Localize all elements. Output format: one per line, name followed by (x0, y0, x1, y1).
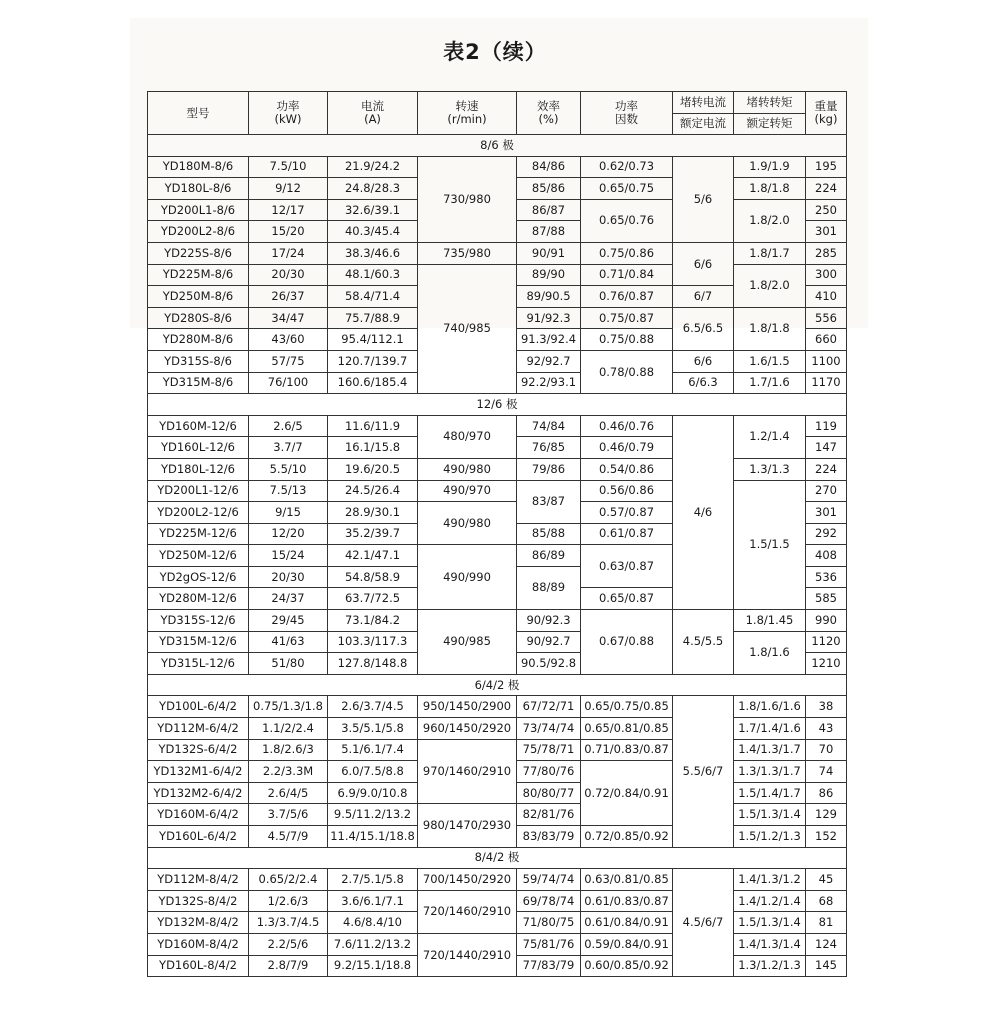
cell-model: YD280S-8/6 (148, 307, 249, 329)
cell-speed: 480/970 (418, 415, 517, 458)
cell-current: 40.3/45.4 (328, 221, 418, 243)
cell-w: 301 (806, 221, 847, 243)
cell-current: 35.2/39.7 (328, 523, 418, 545)
cell-pf: 0.63/0.81/0.85 (581, 869, 673, 891)
cell-pf: 0.72/0.85/0.92 (581, 826, 673, 848)
cell-eff: 87/88 (517, 221, 581, 243)
cell-speed: 490/985 (418, 610, 517, 675)
cell-speed: 730/980 (418, 156, 517, 242)
cell-pf: 0.76/0.87 (581, 286, 673, 308)
cell-current: 21.9/24.2 (328, 156, 418, 178)
cell-w: 70 (806, 739, 847, 761)
cell-eff: 69/78/74 (517, 890, 581, 912)
cell-speed: 490/980 (418, 502, 517, 545)
cell-power: 2.2/3.3M (249, 761, 328, 783)
cell-eff: 59/74/74 (517, 869, 581, 891)
cell-current: 7.6/11.2/13.2 (328, 933, 418, 955)
cell-tq: 1.4/1.3/1.7 (734, 739, 806, 761)
cell-pf: 0.67/0.88 (581, 610, 673, 675)
cell-w: 270 (806, 480, 847, 502)
table-row (148, 696, 847, 718)
cell-current: 38.3/46.6 (328, 242, 418, 264)
cell-eff: 86/87 (517, 199, 581, 221)
cell-tq: 1.5/1.5 (734, 480, 806, 610)
header-power: 功率 (kW) (249, 92, 328, 135)
cell-current: 63.7/72.5 (328, 588, 418, 610)
cell-w: 145 (806, 955, 847, 977)
cell-power: 2.2/5/6 (249, 933, 328, 955)
cell-ic: 5/6 (673, 156, 734, 242)
cell-tq: 1.8/2.0 (734, 199, 806, 242)
cell-model: YD132M2-6/4/2 (148, 782, 249, 804)
cell-w: 1100 (806, 350, 847, 372)
cell-current: 75.7/88.9 (328, 307, 418, 329)
cell-speed: 740/985 (418, 264, 517, 394)
header-current: 电流 (A) (328, 92, 418, 135)
cell-w: 285 (806, 242, 847, 264)
cell-eff: 90.5/92.8 (517, 653, 581, 675)
cell-current: 127.8/148.8 (328, 653, 418, 675)
cell-power: 51/80 (249, 653, 328, 675)
cell-power: 2.6/4/5 (249, 782, 328, 804)
cell-eff: 74/84 (517, 415, 581, 437)
cell-eff: 92/92.7 (517, 350, 581, 372)
cell-w: 224 (806, 178, 847, 200)
cell-model: YD132S-8/4/2 (148, 890, 249, 912)
cell-eff: 84/86 (517, 156, 581, 178)
cell-eff: 80/80/77 (517, 782, 581, 804)
cell-tq: 1.9/1.9 (734, 156, 806, 178)
cell-current: 73.1/84.2 (328, 610, 418, 632)
cell-w: 556 (806, 307, 847, 329)
cell-w: 45 (806, 869, 847, 891)
cell-model: YD112M-6/4/2 (148, 718, 249, 740)
cell-current: 58.4/71.4 (328, 286, 418, 308)
cell-eff: 76/85 (517, 437, 581, 459)
cell-model: YD112M-8/4/2 (148, 869, 249, 891)
cell-model: YD225M-8/6 (148, 264, 249, 286)
cell-speed: 700/1450/2920 (418, 869, 517, 891)
cell-eff: 83/83/79 (517, 826, 581, 848)
cell-eff: 75/78/71 (517, 739, 581, 761)
cell-w: 408 (806, 545, 847, 567)
cell-power: 4.5/7/9 (249, 826, 328, 848)
cell-current: 24.8/28.3 (328, 178, 418, 200)
cell-tq: 1.5/1.3/1.4 (734, 804, 806, 826)
cell-model: YD280M-12/6 (148, 588, 249, 610)
cell-tq: 1.2/1.4 (734, 415, 806, 458)
header-speed: 转速 (r/min) (418, 92, 517, 135)
cell-pf: 0.75/0.86 (581, 242, 673, 264)
cell-eff: 91/92.3 (517, 307, 581, 329)
cell-tq: 1.8/1.8 (734, 307, 806, 350)
cell-tq: 1.8/1.6/1.6 (734, 696, 806, 718)
cell-tq: 1.3/1.2/1.3 (734, 955, 806, 977)
header-model: 型号 (148, 92, 249, 135)
cell-ic: 6.5/6.5 (673, 307, 734, 350)
cell-model: YD200L1-8/6 (148, 199, 249, 221)
cell-model: YD315L-12/6 (148, 653, 249, 675)
cell-tq: 1.7/1.4/1.6 (734, 718, 806, 740)
table-row (148, 480, 847, 502)
motor-spec-table (147, 91, 847, 977)
cell-eff: 67/72/71 (517, 696, 581, 718)
cell-power: 1.3/3.7/4.5 (249, 912, 328, 934)
cell-power: 17/24 (249, 242, 328, 264)
cell-current: 160.6/185.4 (328, 372, 418, 394)
cell-tq: 1.8/1.7 (734, 242, 806, 264)
cell-power: 26/37 (249, 286, 328, 308)
cell-power: 20/30 (249, 566, 328, 588)
cell-model: YD132M1-6/4/2 (148, 761, 249, 783)
cell-model: YD160M-12/6 (148, 415, 249, 437)
cell-w: 585 (806, 588, 847, 610)
cell-current: 54.8/58.9 (328, 566, 418, 588)
cell-model: YD160M-6/4/2 (148, 804, 249, 826)
cell-current: 16.1/15.8 (328, 437, 418, 459)
cell-w: 195 (806, 156, 847, 178)
cell-tq: 1.4/1.3/1.2 (734, 869, 806, 891)
cell-current: 32.6/39.1 (328, 199, 418, 221)
cell-eff: 90/91 (517, 242, 581, 264)
cell-eff: 88/89 (517, 566, 581, 609)
cell-model: YD200L2-8/6 (148, 221, 249, 243)
cell-power: 20/30 (249, 264, 328, 286)
cell-power: 12/17 (249, 199, 328, 221)
cell-w: 129 (806, 804, 847, 826)
cell-current: 28.9/30.1 (328, 502, 418, 524)
cell-ic: 6/7 (673, 286, 734, 308)
table-row (148, 156, 847, 178)
cell-pf: 0.71/0.84 (581, 264, 673, 286)
table-row (148, 458, 847, 480)
cell-power: 41/63 (249, 631, 328, 653)
cell-model: YD200L2-12/6 (148, 502, 249, 524)
cell-power: 24/37 (249, 588, 328, 610)
cell-power: 9/12 (249, 178, 328, 200)
cell-model: YD160L-6/4/2 (148, 826, 249, 848)
cell-model: YD200L1-12/6 (148, 480, 249, 502)
cell-power: 34/47 (249, 307, 328, 329)
cell-w: 300 (806, 264, 847, 286)
section-header: 8/6 极 (148, 135, 847, 157)
section-header: 12/6 极 (148, 394, 847, 416)
cell-power: 9/15 (249, 502, 328, 524)
header-rated-torque: 额定转矩 (734, 113, 806, 135)
cell-power: 15/24 (249, 545, 328, 567)
cell-current: 3.6/6.1/7.1 (328, 890, 418, 912)
cell-eff: 89/90 (517, 264, 581, 286)
cell-pf: 0.60/0.85/0.92 (581, 955, 673, 977)
cell-model: YD160L-12/6 (148, 437, 249, 459)
cell-power: 1/2.6/3 (249, 890, 328, 912)
cell-eff: 85/86 (517, 178, 581, 200)
cell-pf: 0.59/0.84/0.91 (581, 933, 673, 955)
cell-current: 9.5/11.2/13.2 (328, 804, 418, 826)
cell-power: 12/20 (249, 523, 328, 545)
cell-current: 11.6/11.9 (328, 415, 418, 437)
cell-speed: 980/1470/2930 (418, 804, 517, 847)
cell-tq: 1.5/1.3/1.4 (734, 912, 806, 934)
cell-pf: 0.61/0.83/0.87 (581, 890, 673, 912)
cell-current: 6.9/9.0/10.8 (328, 782, 418, 804)
cell-w: 301 (806, 502, 847, 524)
cell-w: 38 (806, 696, 847, 718)
header-locked-current: 堵转电流 (673, 92, 734, 114)
cell-power: 5.5/10 (249, 458, 328, 480)
table-row (148, 804, 847, 826)
cell-current: 5.1/6.1/7.4 (328, 739, 418, 761)
cell-power: 2.8/7/9 (249, 955, 328, 977)
cell-power: 7.5/10 (249, 156, 328, 178)
cell-eff: 83/87 (517, 480, 581, 523)
cell-current: 42.1/47.1 (328, 545, 418, 567)
cell-tq: 1.3/1.3 (734, 458, 806, 480)
cell-current: 103.3/117.3 (328, 631, 418, 653)
table-row (148, 242, 847, 264)
section-header: 6/4/2 极 (148, 674, 847, 696)
table-row (148, 890, 847, 912)
cell-eff: 82/81/76 (517, 804, 581, 826)
cell-eff: 79/86 (517, 458, 581, 480)
cell-eff: 91.3/92.4 (517, 329, 581, 351)
cell-tq: 1.4/1.2/1.4 (734, 890, 806, 912)
cell-model: YD160M-8/4/2 (148, 933, 249, 955)
header-locked-torque: 堵转转矩 (734, 92, 806, 114)
cell-current: 19.6/20.5 (328, 458, 418, 480)
cell-ic: 4/6 (673, 415, 734, 609)
cell-speed: 720/1460/2910 (418, 890, 517, 933)
cell-speed: 970/1460/2910 (418, 739, 517, 804)
table-row (148, 264, 847, 286)
cell-eff: 85/88 (517, 523, 581, 545)
cell-model: YD132M-8/4/2 (148, 912, 249, 934)
cell-power: 1.1/2/2.4 (249, 718, 328, 740)
cell-speed: 490/990 (418, 545, 517, 610)
cell-tq: 1.7/1.6 (734, 372, 806, 394)
cell-pf: 0.72/0.84/0.91 (581, 761, 673, 826)
cell-power: 43/60 (249, 329, 328, 351)
cell-eff: 89/90.5 (517, 286, 581, 308)
cell-w: 410 (806, 286, 847, 308)
cell-speed: 490/980 (418, 458, 517, 480)
cell-w: 119 (806, 415, 847, 437)
cell-tq: 1.8/1.6 (734, 631, 806, 674)
cell-w: 68 (806, 890, 847, 912)
cell-w: 1170 (806, 372, 847, 394)
cell-pf: 0.62/0.73 (581, 156, 673, 178)
cell-pf: 0.75/0.87 (581, 307, 673, 329)
cell-model: YD250M-12/6 (148, 545, 249, 567)
cell-speed: 490/970 (418, 480, 517, 502)
cell-pf: 0.65/0.87 (581, 588, 673, 610)
cell-power: 57/75 (249, 350, 328, 372)
table-row (148, 869, 847, 891)
table-row (148, 739, 847, 761)
cell-pf: 0.46/0.76 (581, 415, 673, 437)
cell-eff: 90/92.7 (517, 631, 581, 653)
cell-pf: 0.78/0.88 (581, 350, 673, 393)
cell-w: 224 (806, 458, 847, 480)
cell-eff: 71/80/75 (517, 912, 581, 934)
cell-pf: 0.54/0.86 (581, 458, 673, 480)
cell-tq: 1.6/1.5 (734, 350, 806, 372)
cell-w: 292 (806, 523, 847, 545)
cell-pf: 0.63/0.87 (581, 545, 673, 588)
cell-power: 29/45 (249, 610, 328, 632)
cell-w: 1210 (806, 653, 847, 675)
cell-power: 0.75/1.3/1.8 (249, 696, 328, 718)
cell-eff: 86/89 (517, 545, 581, 567)
cell-tq: 1.5/1.2/1.3 (734, 826, 806, 848)
cell-w: 152 (806, 826, 847, 848)
header-power-factor: 功率 因数 (581, 92, 673, 135)
cell-tq: 1.5/1.4/1.7 (734, 782, 806, 804)
cell-pf: 0.57/0.87 (581, 502, 673, 524)
cell-power: 1.8/2.6/3 (249, 739, 328, 761)
cell-current: 48.1/60.3 (328, 264, 418, 286)
cell-ic: 6/6.3 (673, 372, 734, 394)
table-row (148, 610, 847, 632)
cell-pf: 0.65/0.81/0.85 (581, 718, 673, 740)
cell-model: YD250M-8/6 (148, 286, 249, 308)
cell-model: YD180L-12/6 (148, 458, 249, 480)
cell-model: YD132S-6/4/2 (148, 739, 249, 761)
cell-w: 660 (806, 329, 847, 351)
header-weight: 重量 (kg) (806, 92, 847, 135)
cell-current: 9.2/15.1/18.8 (328, 955, 418, 977)
cell-power: 7.5/13 (249, 480, 328, 502)
cell-power: 2.6/5 (249, 415, 328, 437)
cell-current: 95.4/112.1 (328, 329, 418, 351)
cell-model: YD2gOS-12/6 (148, 566, 249, 588)
cell-current: 3.5/5.1/5.8 (328, 718, 418, 740)
cell-speed: 720/1440/2910 (418, 933, 517, 976)
cell-pf: 0.65/0.75/0.85 (581, 696, 673, 718)
cell-model: YD225S-8/6 (148, 242, 249, 264)
cell-current: 120.7/139.7 (328, 350, 418, 372)
cell-eff: 77/80/76 (517, 761, 581, 783)
section-header: 8/4/2 极 (148, 847, 847, 869)
cell-speed: 960/1450/2920 (418, 718, 517, 740)
cell-w: 124 (806, 933, 847, 955)
cell-eff: 92.2/93.1 (517, 372, 581, 394)
cell-eff: 90/92.3 (517, 610, 581, 632)
cell-eff: 77/83/79 (517, 955, 581, 977)
page-title: 表2（续） (443, 40, 547, 64)
cell-current: 11.4/15.1/18.8 (328, 826, 418, 848)
cell-tq: 1.8/2.0 (734, 264, 806, 307)
cell-w: 250 (806, 199, 847, 221)
table-row (148, 718, 847, 740)
cell-w: 147 (806, 437, 847, 459)
header-rated-current: 额定电流 (673, 113, 734, 135)
cell-model: YD315M-8/6 (148, 372, 249, 394)
cell-w: 1120 (806, 631, 847, 653)
cell-current: 2.7/5.1/5.8 (328, 869, 418, 891)
cell-ic: 4.5/5.5 (673, 610, 734, 675)
cell-pf: 0.75/0.88 (581, 329, 673, 351)
cell-pf: 0.46/0.79 (581, 437, 673, 459)
cell-power: 15/20 (249, 221, 328, 243)
cell-ic: 4.5/6/7 (673, 869, 734, 977)
cell-eff: 75/81/76 (517, 933, 581, 955)
cell-model: YD180M-8/6 (148, 156, 249, 178)
cell-eff: 73/74/74 (517, 718, 581, 740)
cell-pf: 0.71/0.83/0.87 (581, 739, 673, 761)
cell-model: YD315S-12/6 (148, 610, 249, 632)
cell-tq: 1.8/1.8 (734, 178, 806, 200)
cell-power: 3.7/5/6 (249, 804, 328, 826)
cell-current: 24.5/26.4 (328, 480, 418, 502)
cell-w: 81 (806, 912, 847, 934)
cell-speed: 950/1450/2900 (418, 696, 517, 718)
cell-model: YD160L-8/4/2 (148, 955, 249, 977)
cell-model: YD315S-8/6 (148, 350, 249, 372)
cell-ic: 5.5/6/7 (673, 696, 734, 847)
cell-pf: 0.61/0.84/0.91 (581, 912, 673, 934)
cell-w: 86 (806, 782, 847, 804)
cell-w: 990 (806, 610, 847, 632)
header-efficiency: 效率 (%) (517, 92, 581, 135)
cell-model: YD180L-8/6 (148, 178, 249, 200)
cell-w: 43 (806, 718, 847, 740)
cell-model: YD315M-12/6 (148, 631, 249, 653)
cell-pf: 0.61/0.87 (581, 523, 673, 545)
table-row (148, 415, 847, 437)
cell-current: 4.6/8.4/10 (328, 912, 418, 934)
cell-pf: 0.56/0.86 (581, 480, 673, 502)
cell-tq: 1.4/1.3/1.4 (734, 933, 806, 955)
cell-power: 76/100 (249, 372, 328, 394)
cell-speed: 735/980 (418, 242, 517, 264)
cell-w: 74 (806, 761, 847, 783)
cell-w: 536 (806, 566, 847, 588)
cell-power: 3.7/7 (249, 437, 328, 459)
cell-ic: 6/6 (673, 242, 734, 285)
cell-tq: 1.8/1.45 (734, 610, 806, 632)
cell-ic: 6/6 (673, 350, 734, 372)
cell-power: 0.65/2/2.4 (249, 869, 328, 891)
cell-model: YD225M-12/6 (148, 523, 249, 545)
cell-current: 2.6/3.7/4.5 (328, 696, 418, 718)
table-row (148, 933, 847, 955)
cell-model: YD100L-6/4/2 (148, 696, 249, 718)
cell-pf: 0.65/0.75 (581, 178, 673, 200)
cell-current: 6.0/7.5/8.8 (328, 761, 418, 783)
cell-pf: 0.65/0.76 (581, 199, 673, 242)
cell-model: YD280M-8/6 (148, 329, 249, 351)
cell-tq: 1.3/1.3/1.7 (734, 761, 806, 783)
